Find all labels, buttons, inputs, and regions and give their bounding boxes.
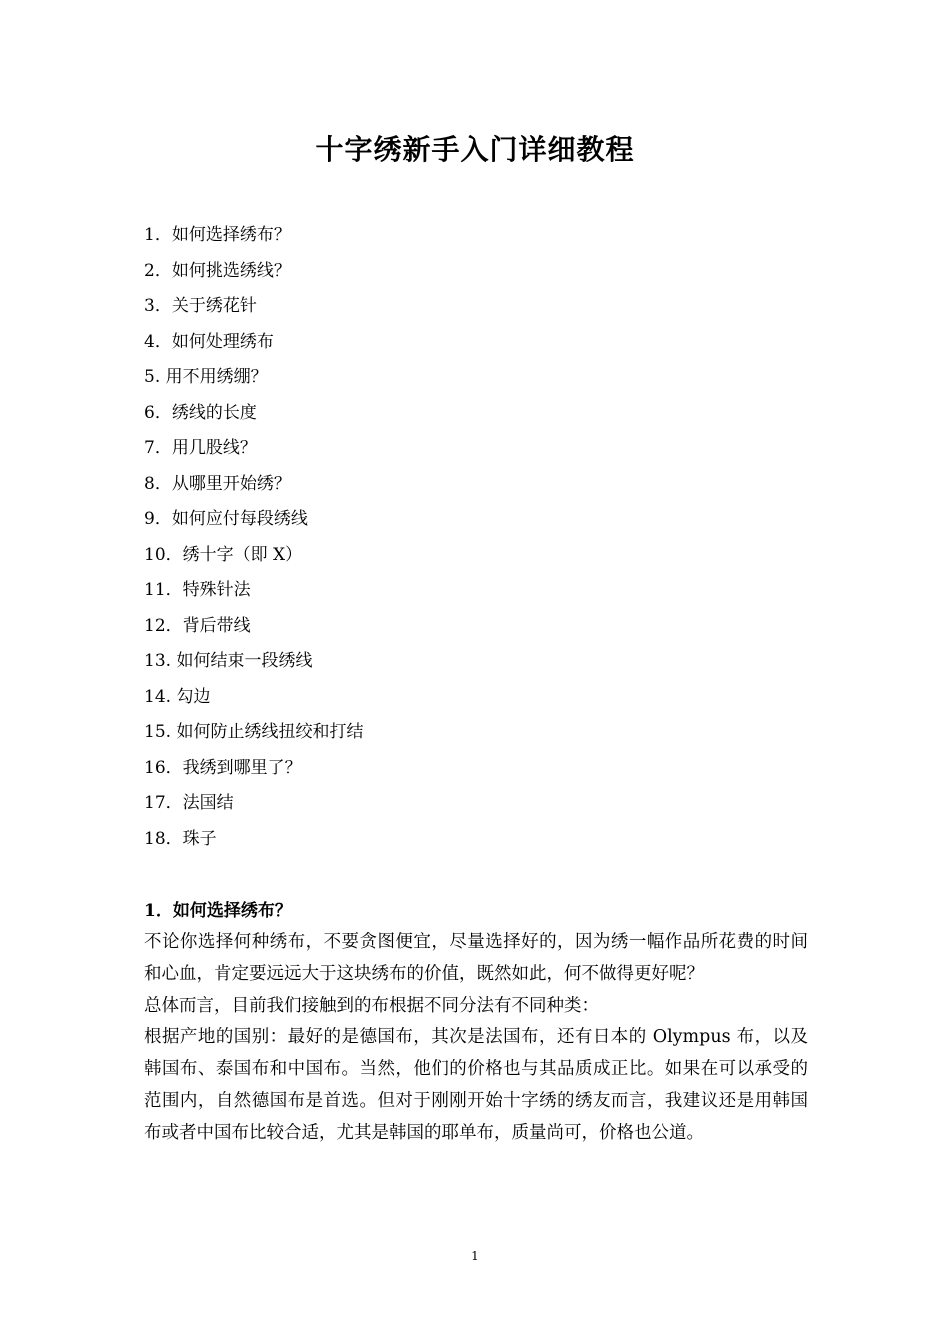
table-of-contents [144,218,814,857]
toc-item: 3．关于绣花针 [144,296,257,316]
section-heading: 1．如何选择绣布？ [144,901,292,921]
toc-item: 5. 用不用绣绷？ [144,367,268,387]
body-paragraph: 不论你选择何种绣布，不要贪图便宜，尽量选择好的，因为绣一幅作品所花费的时间和心血，肯定要远远大于这块绣布的价值，既然如此，何不做得更好呢？ [144,932,808,984]
toc-item: 15. 如何防止绣线扭绞和打结 [144,722,364,742]
toc-item: 8．从哪里开始绣？ [144,473,291,494]
page-number: 1 [471,1249,479,1263]
toc-item: 17．法国结 [144,793,234,813]
toc-item: 1．如何选择绣布？ [144,225,291,245]
toc-item: 7．用几股线？ [144,438,257,458]
toc-item: 12．背后带线 [144,615,251,636]
toc-item: 13. 如何结束一段绣线 [144,651,313,671]
toc-item: 16．我绣到哪里了？ [144,757,302,778]
section-choose-fabric [144,895,808,1150]
toc-item: 14. 勾边 [144,686,211,707]
toc-item: 6．绣线的长度 [144,402,257,423]
section-body [144,927,808,1150]
document-title: 十字绣新手入门详细教程 [315,133,635,166]
toc-item: 11．特殊针法 [144,580,251,600]
toc-item: 10．绣十字（即 X） [144,544,303,565]
body-paragraph: 总体而言，目前我们接触到的布根据不同分法有不同种类： [144,995,599,1016]
toc-item: 9．如何应付每段绣线 [144,509,308,529]
toc-item: 18．珠子 [144,828,217,849]
body-paragraph: 根据产地的国别：最好的是德国布，其次是法国布，还有日本的 Olympus 布，以及韩国布、泰国布和中国布。当然，他们的价格也与其品质成正比。如果在可以承受的范围内，自然德国布是首选。但对于刚刚开始十字绣的绣友而言，我建议还是用韩国布或者中国布比较合适，尤其是韩国的耶单布，质量尚可，价格也公道。 [144,1027,808,1143]
toc-item: 4．如何处理绣布 [144,331,274,352]
toc-item: 2．如何挑选绣线？ [144,260,291,281]
